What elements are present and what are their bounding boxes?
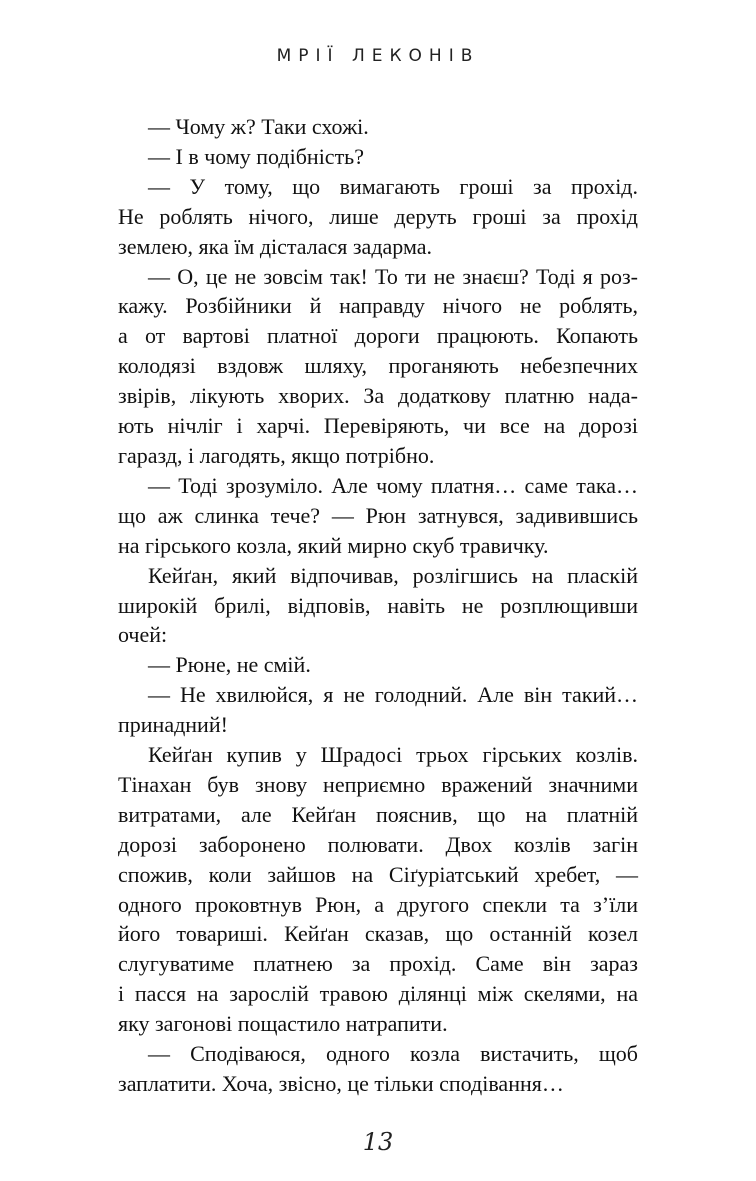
text-line-row bbox=[118, 321, 638, 351]
text-line: землею, яка їм дісталася задарма. bbox=[118, 233, 432, 259]
text-line-row bbox=[118, 710, 638, 740]
page-number: 13 bbox=[362, 1128, 394, 1156]
text-line-row bbox=[118, 441, 638, 471]
text-line: його товариші. Кейґан сказав, що останній козел bbox=[118, 921, 638, 947]
text-line: — Сподіваюся, одного козла вистачить, щоб bbox=[148, 1041, 638, 1067]
body-text bbox=[118, 112, 638, 1099]
text-line: слугуватиме платнею за прохід. Саме він зараз bbox=[118, 951, 638, 977]
text-line-row bbox=[118, 1069, 638, 1099]
text-line-row bbox=[118, 650, 638, 680]
text-line-row bbox=[118, 591, 638, 621]
text-line: широкій брилі, відповів, навіть не розплющивши bbox=[118, 592, 638, 618]
text-line-row bbox=[118, 860, 638, 890]
text-line: очей: bbox=[118, 622, 168, 648]
text-line-row bbox=[118, 890, 638, 920]
text-line-row bbox=[118, 1039, 638, 1069]
text-line: — У тому, що вимагають гроші за прохід. bbox=[148, 173, 638, 199]
text-line: дорозі заборонено полювати. Двох козлів загін bbox=[118, 831, 638, 857]
text-line: одного проковтнув Рюн, а другого спекли та з’їли bbox=[118, 891, 638, 917]
text-line-row bbox=[118, 202, 638, 232]
text-line: звірів, лікують хворих. За додаткову платню нада- bbox=[118, 383, 638, 409]
text-line-row bbox=[118, 291, 638, 321]
running-header: МРІЇ ЛЕКОНІВ bbox=[276, 46, 480, 66]
text-line-row bbox=[118, 172, 638, 202]
text-line-row bbox=[118, 232, 638, 262]
text-line: колодязі вздовж шляху, проганяють небезпечних bbox=[118, 353, 638, 379]
text-line: на гірського козла, який мирно скуб травичку. bbox=[118, 532, 549, 558]
text-line-row bbox=[118, 620, 638, 650]
text-line: а от вартові платної дороги працюють. Копають bbox=[118, 323, 638, 349]
text-line-row bbox=[118, 471, 638, 501]
text-line-row bbox=[118, 770, 638, 800]
text-line: — Рюне, не смій. bbox=[148, 652, 311, 678]
text-line-row bbox=[118, 1009, 638, 1039]
text-line: — Тоді зрозуміло. Але чому платня… саме така… bbox=[148, 472, 638, 498]
text-line-row bbox=[118, 351, 638, 381]
text-line: принадний! bbox=[118, 712, 228, 738]
text-line-row bbox=[118, 262, 638, 292]
text-line-row bbox=[118, 979, 638, 1009]
text-line: — І в чому подібність? bbox=[148, 143, 364, 169]
text-line: кажу. Розбійники й направду нічого не роблять, bbox=[118, 293, 639, 319]
text-line: — Чому ж? Таки схожі. bbox=[148, 114, 369, 139]
text-line: гаразд, і лагодять, якщо потрібно. bbox=[118, 442, 435, 468]
text-line: — Не хвилюйся, я не голодний. Але він такий… bbox=[148, 682, 638, 708]
text-line-row bbox=[118, 949, 638, 979]
text-line-row bbox=[118, 680, 638, 710]
text-line: заплатити. Хоча, звісно, це тільки сподівання… bbox=[118, 1071, 564, 1096]
text-line-row bbox=[118, 501, 638, 531]
text-line: яку загонові пощастило натрапити. bbox=[118, 1011, 448, 1037]
text-line: спожив, коли зайшов на Сіґуріатський хребет, — bbox=[118, 861, 638, 887]
text-line: Кейґан, який відпочивав, розлігшись на пласкій bbox=[148, 562, 639, 588]
text-line: Не роблять нічого, лише деруть гроші за прохід bbox=[118, 203, 638, 229]
text-line: Тінахан був знову неприємно вражений значними bbox=[118, 771, 638, 797]
text-line: і пасся на зарослій травою ділянці між скелями, на bbox=[118, 981, 638, 1007]
text-line-row bbox=[118, 800, 638, 830]
text-line-row bbox=[118, 919, 638, 949]
text-line: Кейґан купив у Шрадосі трьох гірських козлів. bbox=[148, 742, 638, 768]
text-line: — О, це не зовсім так! То ти не знаєш? Тоді я роз- bbox=[148, 263, 638, 289]
text-line: ють нічліг і харчі. Перевіряють, чи все на дорозі bbox=[118, 413, 638, 439]
text-line-row bbox=[118, 531, 638, 561]
text-line-row bbox=[118, 112, 638, 142]
text-line-row bbox=[118, 411, 638, 441]
text-line-row bbox=[118, 740, 638, 770]
text-line-row bbox=[118, 142, 638, 172]
text-line: витратами, але Кейґан пояснив, що на платній bbox=[118, 801, 638, 827]
text-line: що аж слинка тече? — Рюн затнувся, задивившись bbox=[118, 502, 638, 528]
text-line-row bbox=[118, 381, 638, 411]
text-line-row bbox=[118, 561, 638, 591]
text-line-row bbox=[118, 830, 638, 860]
